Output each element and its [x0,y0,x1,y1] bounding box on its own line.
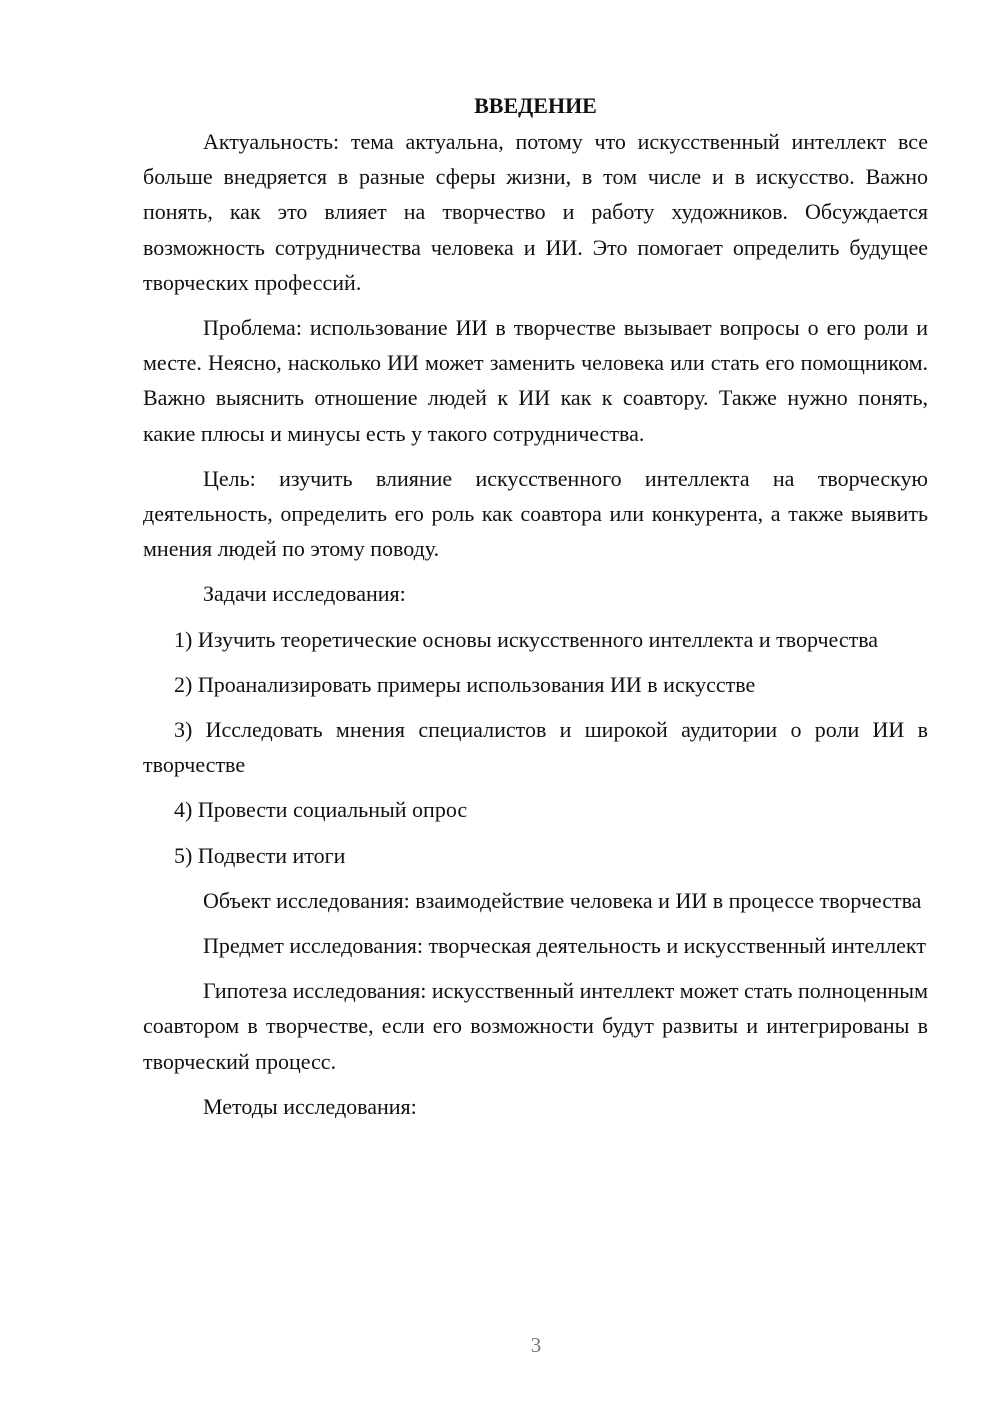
paragraph-object: Объект исследования: взаимодействие человека и ИИ в процессе творчества [203,887,922,913]
methods-heading: Методы исследования: [203,1093,417,1119]
document-page [143,88,928,1134]
paragraph-hypothesis: Гипотеза исследования: искусственный интеллект может стать полноценным соавтором в творчестве, если его возможности будут развиты и интегрированы в творческий процесс. [143,978,928,1074]
tasks-heading: Задачи исследования: [203,581,406,607]
paragraph-subject: Предмет исследования: творческая деятельность и искусственный интеллект [203,933,926,959]
task-item-3: 3) Исследовать мнения специалистов и широкой аудитории о роли ИИ в творчестве [143,717,928,778]
paragraph-problem: Проблема: использование ИИ в творчестве вызывает вопросы о его роли и месте. Неясно, насколько ИИ может заменить человека или стать его помощником. Важно выяснить отношение людей к ИИ как к соавтору. Также нужно понять, какие плюсы и минусы есть у такого сотрудничества. [143,315,928,446]
section-heading: ВВЕДЕНИЕ [474,93,597,118]
page-number: 3 [530,1333,542,1357]
paragraph-goal: Цель: изучить влияние искусственного интеллекта на творческую деятельность, определить его роль как соавтора или конкурента, а также выявить мнения людей по этому поводу. [143,465,928,562]
paragraph-relevance: Актуальность: тема актуальна, потому что искусственный интеллект все больше внедряется в разные сферы жизни, в том числе и в искусство. Важно понять, как это влияет на творчество и работу художников. Обсуждается возможность сотрудничества человека и ИИ. Это помогает определить будущее творческих профессий. [143,129,928,295]
task-item-4: 4) Провести социальный опрос [174,797,468,823]
task-item-5: 5) Подвести итоги [174,842,346,868]
task-item-2: 2) Проанализировать примеры использования ИИ в искусстве [174,671,756,697]
task-item-1: 1) Изучить теоретические основы искусственного интеллекта и творчества [174,626,879,652]
